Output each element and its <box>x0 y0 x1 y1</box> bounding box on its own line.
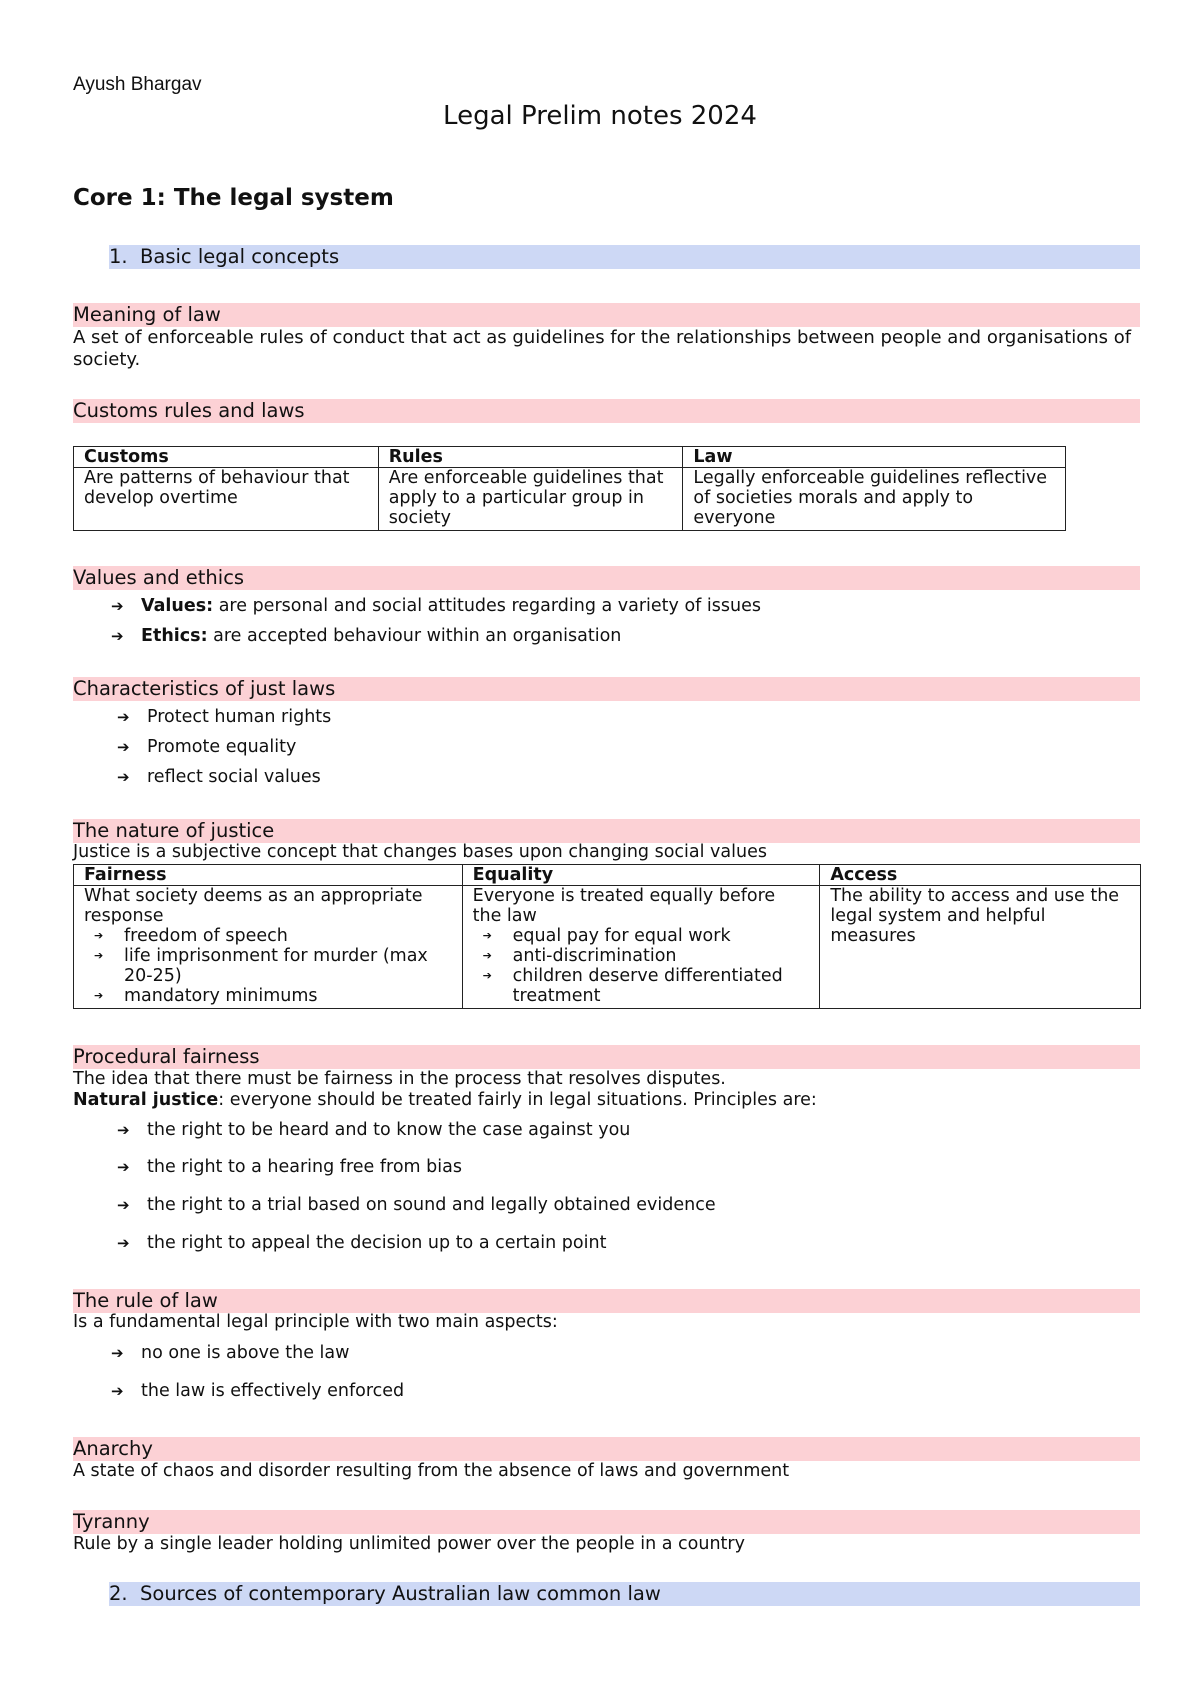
list-item: ➔ Ethics: are accepted behaviour within an organisation <box>111 626 622 646</box>
table-header: Law <box>683 447 1066 468</box>
tyranny-heading: Tyranny <box>73 1510 150 1533</box>
procedural-heading: Procedural fairness <box>73 1045 260 1068</box>
term: Values: <box>141 596 214 616</box>
table-header: Fairness <box>74 865 463 886</box>
section-1-heading <box>109 245 339 269</box>
rule-of-law-text: Is a fundamental legal principle with two main aspects: <box>73 1312 558 1332</box>
heading-band <box>73 1289 1140 1313</box>
arrow-right-icon: ➔ <box>111 627 124 645</box>
justice-text: Justice is a subjective concept that changes bases upon changing social values <box>73 842 767 862</box>
anarchy-heading: Anarchy <box>73 1437 153 1460</box>
document-title: Legal Prelim notes 2024 <box>443 101 757 131</box>
section-number: 1. <box>109 245 128 268</box>
list-item: ➔ reflect social values <box>117 767 321 787</box>
list-item: ➔ mandatory minimums <box>124 986 452 1006</box>
table-header: Equality <box>462 865 820 886</box>
arrow-right-icon: ➔ <box>117 1196 130 1214</box>
list-item: ➔ the right to a trial based on sound and legally obtained evidence <box>117 1195 716 1215</box>
section-label: Sources of contemporary Australian law common law <box>140 1582 661 1605</box>
list-item: ➔ Protect human rights <box>117 707 332 727</box>
table-header: Customs <box>74 447 379 468</box>
list-item: ➔ children deserve differentiated treatment <box>513 966 810 1006</box>
list-item: ➔ equal pay for equal work <box>513 926 810 946</box>
list-item: ➔ no one is above the law <box>111 1343 350 1363</box>
natural-justice-text: Natural justice: everyone should be treated fairly in legal situations. Principles are: <box>73 1090 817 1110</box>
core-heading: Core 1: The legal system <box>73 185 394 211</box>
term: Ethics: <box>141 626 208 646</box>
equality-list <box>473 926 810 1006</box>
justice-table <box>73 864 1141 1009</box>
table-cell: Legally enforceable guidelines reflective of societies morals and apply to everyone <box>683 468 1066 531</box>
term: Natural justice <box>73 1090 219 1110</box>
heading-band <box>73 1510 1140 1534</box>
list-item: ➔ the law is effectively enforced <box>111 1381 405 1401</box>
meaning-text: A set of enforceable rules of conduct that act as guidelines for the relationships between people and organisations of society. <box>73 327 1132 370</box>
table-header-row <box>74 865 1141 886</box>
rule-of-law-heading: The rule of law <box>73 1289 218 1312</box>
section-number: 2. <box>109 1582 128 1605</box>
arrow-right-icon: ➔ <box>117 738 130 756</box>
table-cell: Are enforceable guidelines that apply to a particular group in society <box>378 468 683 531</box>
author-name: Ayush Bhargav <box>73 74 202 95</box>
table-cell: Are patterns of behaviour that develop overtime <box>74 468 379 531</box>
customs-table <box>73 446 1066 531</box>
list-item: ➔ Values: are personal and social attitudes regarding a variety of issues <box>111 596 761 616</box>
table-cell-fairness: What society deems as an appropriate response ➔ freedom of speech ➔ life imprisonment for murder (max 20-25) ➔ mandatory minimums <box>74 886 463 1009</box>
arrow-right-icon: ➔ <box>117 708 130 726</box>
anarchy-text: A state of chaos and disorder resulting from the absence of laws and government <box>73 1461 790 1481</box>
arrow-right-icon: ➔ <box>117 768 130 786</box>
tyranny-text: Rule by a single leader holding unlimited power over the people in a country <box>73 1534 745 1554</box>
list-item: ➔ the right to a hearing free from bias <box>117 1157 462 1177</box>
customs-heading: Customs rules and laws <box>73 399 305 422</box>
meaning-heading: Meaning of law <box>73 303 221 326</box>
arrow-right-icon: ➔ <box>111 1344 124 1362</box>
table-row <box>74 468 1066 531</box>
list-item: ➔ anti-discrimination <box>513 946 810 966</box>
arrow-right-icon: ➔ <box>111 1382 124 1400</box>
heading-band <box>73 1437 1140 1461</box>
section-label: Basic legal concepts <box>140 245 340 268</box>
table-header-row <box>74 447 1066 468</box>
table-header: Access <box>820 865 1141 886</box>
list-item: ➔ freedom of speech <box>124 926 452 946</box>
section-2-heading <box>109 1582 661 1606</box>
arrow-right-icon: ➔ <box>117 1234 130 1252</box>
list-item: ➔ the right to appeal the decision up to a certain point <box>117 1233 607 1253</box>
fairness-list <box>84 926 452 1006</box>
arrow-right-icon: ➔ <box>111 597 124 615</box>
table-cell-access: The ability to access and use the legal system and helpful measures <box>820 886 1141 1009</box>
table-cell-equality: Everyone is treated equally before the law ➔ equal pay for equal work ➔ anti-discrimination ➔ children deserve differentiated treatment <box>462 886 820 1009</box>
values-heading: Values and ethics <box>73 566 245 589</box>
table-header: Rules <box>378 447 683 468</box>
arrow-right-icon: ➔ <box>117 1121 130 1139</box>
list-item: ➔ Promote equality <box>117 737 297 757</box>
arrow-right-icon: ➔ <box>117 1158 130 1176</box>
heading-band <box>73 303 1140 327</box>
list-item: ➔ the right to be heard and to know the case against you <box>117 1120 631 1140</box>
justice-heading: The nature of justice <box>73 819 275 842</box>
list-item: ➔ life imprisonment for murder (max 20-25) <box>124 946 452 986</box>
just-laws-heading: Characteristics of just laws <box>73 677 336 700</box>
procedural-text: The idea that there must be fairness in the process that resolves disputes. <box>73 1069 726 1089</box>
table-row <box>74 886 1141 1009</box>
